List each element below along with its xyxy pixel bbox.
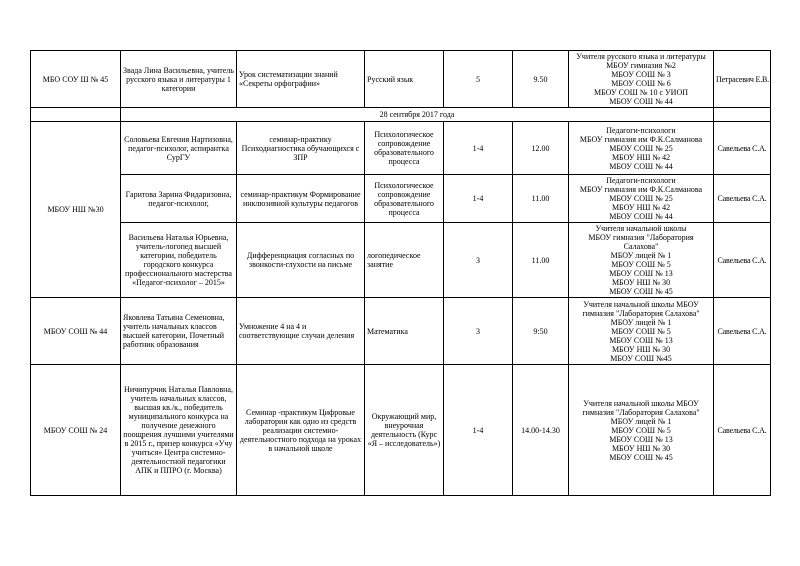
- cell-school: МБО СОУ Ш № 45: [31, 51, 121, 108]
- table-row: [31, 223, 771, 298]
- audience-line: МБОУ СОШ № 45: [609, 452, 673, 462]
- audience-line: МБОУ гимназия им Ф.К.Салманова: [579, 185, 703, 194]
- audience-line: МБОУ СОШ № 5: [611, 326, 671, 336]
- audience-line: Учителя начальной школы: [595, 224, 687, 233]
- cell-audience: [569, 365, 714, 496]
- cell-subject: Математика: [365, 298, 444, 365]
- table-row: [31, 175, 771, 223]
- audience-line: МБОУ СОШ № 13: [609, 269, 673, 278]
- audience-line: Педагоги-психологи: [606, 125, 676, 135]
- cell-time: 9.50: [513, 51, 569, 108]
- audience-line: МБОУ НШ № 42: [611, 152, 671, 162]
- audience-line: МБОУ СОШ № 44: [609, 97, 673, 106]
- cell-subject: Психологическое сопровождение образовательного процесса: [365, 175, 444, 223]
- audience-line: МБОУ СОШ №45: [610, 353, 672, 363]
- cell-topic: семинар-практику Психодиагностика обучающихся с ЗПР: [237, 122, 365, 175]
- audience-line: МБОУ лицей № 1: [610, 317, 672, 327]
- cell-school: МБОУ НШ №30: [31, 122, 121, 298]
- cell-teacher: Яковлева Татьяна Семеновна, учитель начальных классов высшей категории, Почетный работник образования: [121, 298, 237, 365]
- audience-line: МБОУ СОШ № 13: [609, 335, 673, 345]
- audience-line: МБОУ НШ № 30: [611, 344, 671, 354]
- table-row: [31, 108, 771, 122]
- cell-topic: Дифференциация согласных по звонкости-глухости на письме: [237, 223, 365, 298]
- cell-school: МБОУ СОШ № 24: [31, 365, 121, 496]
- audience-line: МБОУ гимназия "Лаборатория Салахова": [588, 233, 694, 251]
- cell-audience: [569, 298, 714, 365]
- audience-line: Учителя начальной школы МБОУ гимназия "Лаборатория Салахова": [582, 299, 700, 318]
- cell-responsible: Савельева С.А.: [714, 365, 771, 496]
- audience-line: МБОУ СОШ № 44: [609, 161, 673, 171]
- audience-line: МБОУ СОШ № 45: [609, 287, 673, 296]
- audience-line: МБОУ НШ № 30: [611, 443, 671, 453]
- schedule-table-body: [31, 51, 771, 496]
- audience-line: МБОУ СОШ № 5: [611, 425, 671, 435]
- audience-line: МБОУ СОШ № 10 с УИОП: [593, 88, 688, 97]
- audience-line: МБОУ СОШ № 3: [611, 70, 671, 79]
- audience-line: МБОУ НШ № 30: [611, 278, 671, 287]
- audience-line: МБОУ лицей № 1: [610, 251, 672, 260]
- cell-audience: [569, 51, 714, 108]
- cell-grade: 1-4: [444, 365, 513, 496]
- audience-line: МБОУ СОШ № 25: [609, 143, 673, 153]
- audience-line: МБОУ СОШ № 13: [609, 434, 673, 444]
- table-row: [31, 122, 771, 175]
- audience-line: МБОУ СОШ № 44: [609, 212, 673, 221]
- cell-time: 14.00-14.30: [513, 365, 569, 496]
- cell-teacher: Ничипурчик Наталья Павловна, учитель начальных классов, высшая кв./к., победитель муниципального конкурса на получение денежного поощрения лучшими учителями в 2015 г., призер конкурса «Учу учиться» Центра системно-деятельностной педагогики АПК и ППРО (г. Москва): [121, 365, 237, 496]
- cell-topic: Семинар -практикум Цифровые лаборатории как одно из средств реализации системно-деятельностного подхода на уроках в начальной школе: [237, 365, 365, 496]
- cell-responsible: Савельева С.А.: [714, 223, 771, 298]
- cell-grade: 1-4: [444, 175, 513, 223]
- cell-teacher: Гаритова Зарина Фидаризовна, педагог-психолог,: [121, 175, 237, 223]
- cell-subject: Окружающий мир, внеурочная деятельность (Курс «Я – исследователь»): [365, 365, 444, 496]
- audience-line: МБОУ гимназия им Ф.К.Салманова: [579, 134, 703, 144]
- audience-line: Педагоги-психологи: [606, 176, 676, 185]
- cell-grade: 5: [444, 51, 513, 108]
- cell-time: 12.00: [513, 122, 569, 175]
- cell-grade: 3: [444, 223, 513, 298]
- cell-responsible: Савельева С.А.: [714, 298, 771, 365]
- audience-line: МБОУ СОШ № 6: [611, 79, 671, 88]
- cell-topic: Урок систематизации знаний «Секреты орфографии»: [237, 51, 365, 108]
- cell-school: МБОУ СОШ № 44: [31, 298, 121, 365]
- table-row: [31, 51, 771, 108]
- cell-topic: семинар-практикум Формирование инклюзивной культуры педагогов: [237, 175, 365, 223]
- cell-topic: Умножение 4 на 4 и соответствующие случаи деления: [237, 298, 365, 365]
- cell-teacher: Васильева Наталья Юрьевна, учитель-логопед высшей категории, победитель городского конкурса профессионального мастерства «Педагог-психолог – 2015»: [121, 223, 237, 298]
- cell-audience: [569, 175, 714, 223]
- audience-line: МБОУ СОШ № 5: [611, 260, 671, 269]
- cell-time: 11.00: [513, 223, 569, 298]
- cell-teacher: Звада Лина Васильевна, учитель русского языка и литературы 1 категории: [121, 51, 237, 108]
- cell-subject: Психологическое сопровождение образовательного процесса: [365, 122, 444, 175]
- cell-grade: 3: [444, 298, 513, 365]
- cell-time: 11.00: [513, 175, 569, 223]
- cell-responsible: Савельева С.А.: [714, 175, 771, 223]
- audience-line: МБОУ НШ № 42: [611, 203, 671, 212]
- cell-audience: [569, 223, 714, 298]
- audience-line: Учителя начальной школы МБОУ гимназия "Лаборатория Салахова": [582, 398, 700, 417]
- date-row-left-cell: [31, 108, 121, 122]
- date-row-right-cell: [714, 108, 771, 122]
- audience-line: Учителя русского языка и литературы: [576, 52, 706, 61]
- table-row: [31, 365, 771, 496]
- audience-line: МБОУ СОШ № 25: [609, 194, 673, 203]
- audience-line: МБОУ гимназия №2: [606, 61, 676, 70]
- table-row: [31, 298, 771, 365]
- cell-teacher: Соловьева Евгения Нартизовна, педагог-психолог, аспирантка СурГУ: [121, 122, 237, 175]
- date-separator: 28 сентября 2017 года: [121, 108, 714, 122]
- cell-audience: [569, 122, 714, 175]
- cell-subject: Русский язык: [365, 51, 444, 108]
- schedule-table: [30, 50, 771, 496]
- cell-responsible: Петрасевич Е.В.: [714, 51, 771, 108]
- cell-time: 9:50: [513, 298, 569, 365]
- cell-grade: 1-4: [444, 122, 513, 175]
- cell-subject: логопедическое занятие: [365, 223, 444, 298]
- cell-responsible: Савельева С.А.: [714, 122, 771, 175]
- audience-line: МБОУ лицей № 1: [610, 416, 672, 426]
